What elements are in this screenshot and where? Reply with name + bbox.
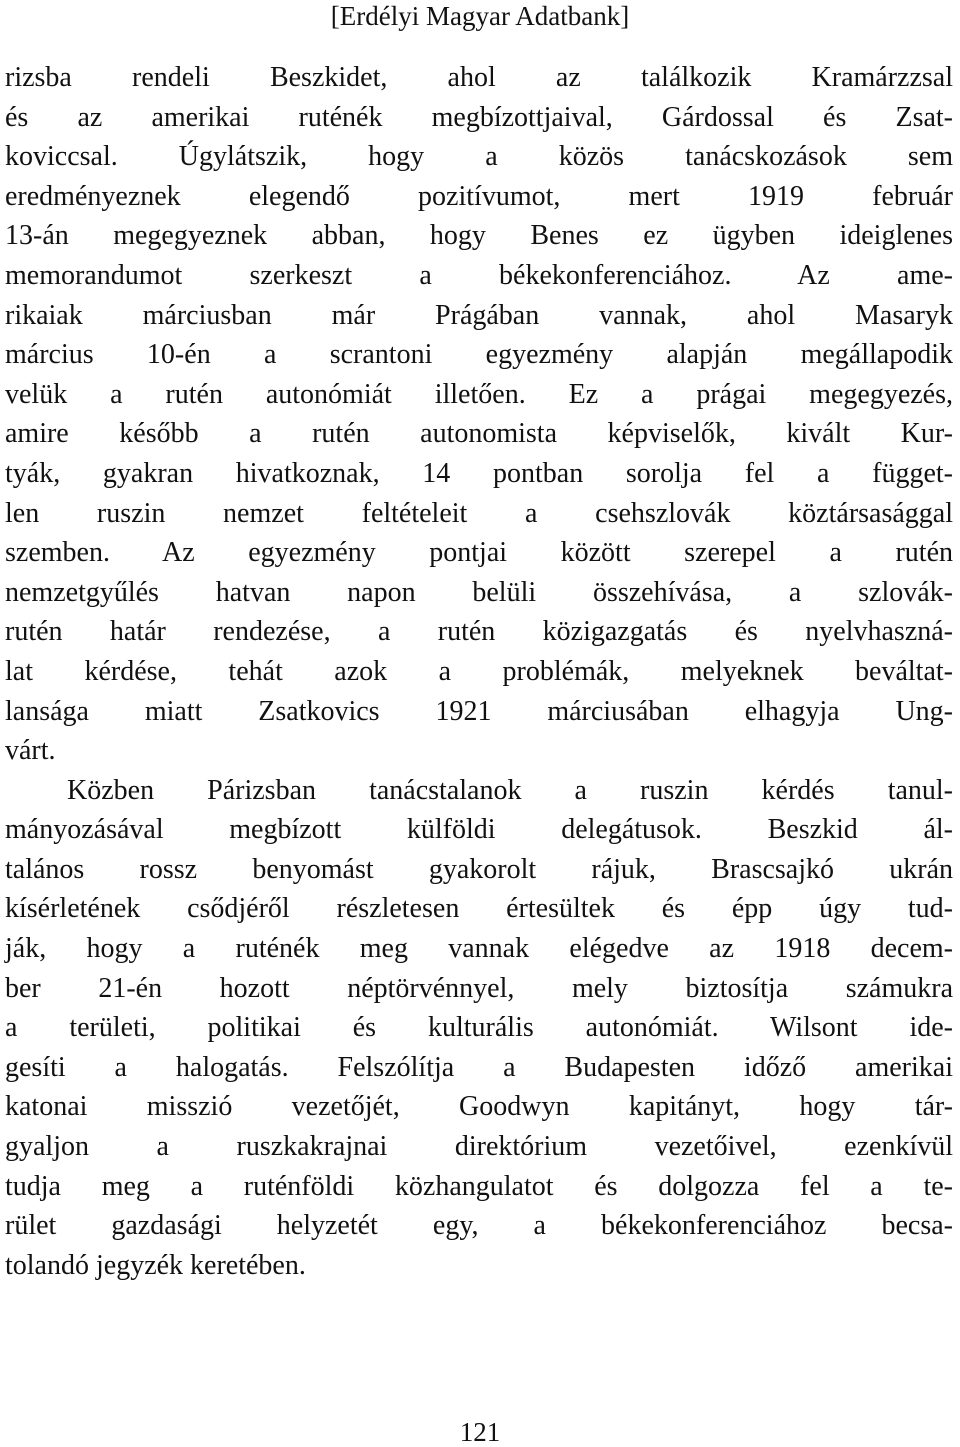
text-line: koviccsal. Úgylátszik, hogy a közös tanácskozások sem [5,141,953,173]
text-line: tolandó jegyzék keretében. [5,1249,306,1281]
text-line: a területi, politikai és kulturális autonómiát. Wilsont ide- [5,1012,953,1044]
text-line: len ruszin nemzet feltételeit a csehszlovák köztársasággal [5,497,953,529]
text-line: eredményeznek elegendő pozitívumot, mert 1919 február [5,180,953,212]
header-title: [Erdélyi Magyar Adatbank] [330,1,630,31]
text-line: lat kérdése, tehát azok a problémák, melyeknek beváltat- [5,655,953,687]
text-line: gesíti a halogatás. Felszólítja a Budapesten időző amerikai [5,1051,953,1083]
text-line: tyák, gyakran hivatkoznak, 14 pontban sorolja fel a függet- [5,457,953,489]
text-line: kísérletének csődjéről részletesen értesültek és épp úgy tud- [5,893,953,925]
body-text [5,58,953,1285]
text-line: memorandumot szerkeszt a békekonferenciához. Az ame- [5,259,953,291]
text-line: katonai misszió vezetőjét, Goodwyn kapitányt, hogy tár- [5,1091,953,1123]
text-line: ber 21-én hozott néptörvénnyel, mely biztosítja számukra [5,972,953,1004]
text-line: szemben. Az egyezmény pontjai között szerepel a rutén [5,537,953,569]
text-line: rutén határ rendezése, a rutén közigazgatás és nyelvhaszná- [5,616,953,648]
text-line: lansága miatt Zsatkovics 1921 márciusában elhagyja Ung- [5,695,953,727]
text-line: amire később a rutén autonomista képviselők, kivált Kur- [5,418,953,450]
text-line: 13-án megegyeznek abban, hogy Benes ez ügyben ideiglenes [5,220,953,252]
text-line: ják, hogy a ruténék meg vannak elégedve az 1918 decem- [5,933,953,965]
text-line: talános rossz benyomást gyakorolt rájuk, Brascsajkó ukrán [5,853,953,885]
text-line: várt. [5,735,56,767]
page-header [0,0,960,31]
text-line: rület gazdasági helyzetét egy, a békekonferenciához becsa- [5,1210,953,1242]
text-line: Közben Párizsban tanácstalanok a ruszin kérdés tanul- [67,774,953,806]
text-line: tudja meg a ruténföldi közhangulatot és dolgozza fel a te- [5,1170,953,1202]
text-line: gyaljon a ruszkakrajnai direktórium vezetőivel, ezenkívül [5,1131,953,1163]
text-line: mányozásával megbízott külföldi delegátusok. Beszkid ál- [5,814,953,846]
page-number [0,1418,960,1446]
page-number-text: 121 [459,1417,501,1447]
text-line: nemzetgyűlés hatvan napon belüli összehívása, a szlovák- [5,576,953,608]
text-line: rizsba rendeli Beszkidet, ahol az találkozik Kramárzzsal [5,62,953,93]
text-line: március 10-én a scrantoni egyezmény alapján megállapodik [5,339,953,371]
text-line: rikaiak márciusban már Prágában vannak, ahol Masaryk [5,299,953,331]
text-line: és az amerikai ruténék megbízottjaival, Gárdossal és Zsat- [5,101,953,133]
text-line: velük a rutén autonómiát illetően. Ez a prágai megegyezés, [5,378,953,410]
